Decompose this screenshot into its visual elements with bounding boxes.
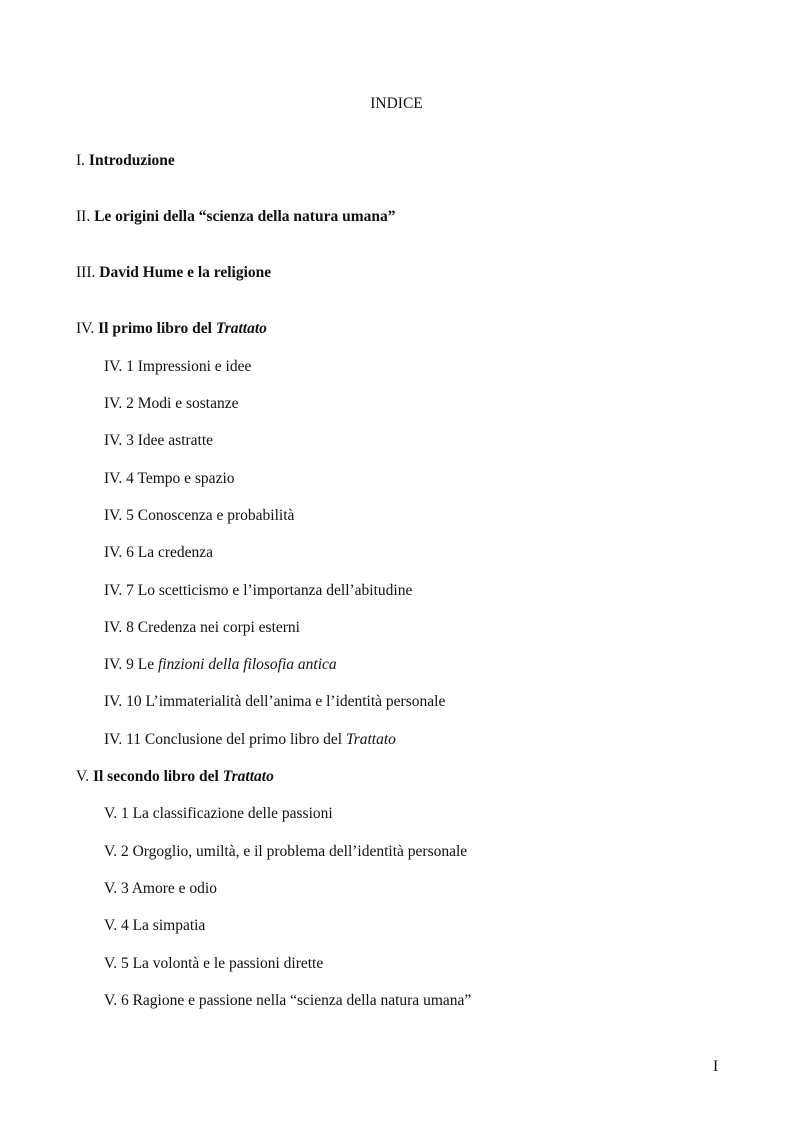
toc-section-italic: finzioni della filosofia antica: [157, 656, 337, 673]
toc-section-4-4[interactable]: IV. 4 Tempo e spazio: [104, 470, 235, 487]
toc-chapter-title-text: Il secondo libro del: [92, 768, 223, 785]
toc-chapter-title: David Hume e la religione: [99, 264, 272, 281]
toc-section-5-2[interactable]: V. 2 Orgoglio, umiltà, e il problema dell’identità personale: [104, 843, 468, 860]
toc-section-4-3[interactable]: IV. 3 Idee astratte: [104, 432, 214, 449]
toc-section-4-7[interactable]: IV. 7 Lo scetticismo e l’importanza dell’abitudine: [104, 582, 413, 599]
toc-chapter-title-italic: Trattato: [215, 320, 267, 337]
toc-chapter-2[interactable]: [76, 208, 395, 226]
toc-section-4-8[interactable]: IV. 8 Credenza nei corpi esterni: [104, 619, 300, 636]
toc-chapter-title: [93, 768, 274, 785]
toc-section-5-3[interactable]: V. 3 Amore e odio: [104, 880, 217, 897]
toc-section-4-10[interactable]: IV. 10 L’immaterialità dell’anima e l’identità personale: [104, 693, 446, 710]
toc-chapter-title-italic: Trattato: [222, 768, 274, 785]
toc-section-4-6[interactable]: IV. 6 La credenza: [104, 544, 214, 561]
toc-chapter-number: III.: [76, 264, 96, 281]
toc-chapter-1[interactable]: [76, 152, 175, 170]
toc-chapter-title: Introduzione: [88, 152, 175, 169]
toc-section-4-1[interactable]: IV. 1 Impressioni e idee: [104, 358, 252, 375]
toc-section-4-2[interactable]: IV. 2 Modi e sostanze: [104, 395, 239, 412]
toc-section-5-5[interactable]: V. 5 La volontà e le passioni dirette: [104, 955, 324, 972]
page-title: INDICE: [370, 95, 423, 112]
toc-section-4-11[interactable]: [104, 731, 396, 749]
page-number: I: [713, 1058, 719, 1075]
toc-chapter-title: Le origini della “scienza della natura umana”: [94, 208, 396, 225]
toc-chapter-4[interactable]: [76, 320, 267, 338]
toc-chapter-title: [98, 320, 267, 337]
toc-section-italic: Trattato: [345, 731, 396, 748]
toc-section-5-1[interactable]: V. 1 La classificazione delle passioni: [104, 805, 333, 822]
toc-section-5-4[interactable]: V. 4 La simpatia: [104, 917, 206, 934]
toc-section-4-5[interactable]: IV. 5 Conoscenza e probabilità: [104, 507, 295, 524]
toc-section-text: IV. 9 Le: [104, 656, 158, 673]
toc-chapter-number: I.: [76, 152, 86, 169]
toc-chapter-number: IV.: [76, 320, 95, 337]
toc-chapter-title-text: Il primo libro del: [98, 320, 216, 337]
toc-chapter-3[interactable]: [76, 264, 271, 282]
toc-chapter-number: II.: [76, 208, 91, 225]
toc-section-text: IV. 11 Conclusione del primo libro del: [104, 731, 346, 748]
toc-section-5-6[interactable]: V. 6 Ragione e passione nella “scienza della natura umana”: [104, 992, 472, 1009]
toc-chapter-number: V.: [76, 768, 93, 785]
toc-chapter-5[interactable]: [76, 768, 274, 786]
toc-section-4-9[interactable]: [104, 656, 337, 674]
